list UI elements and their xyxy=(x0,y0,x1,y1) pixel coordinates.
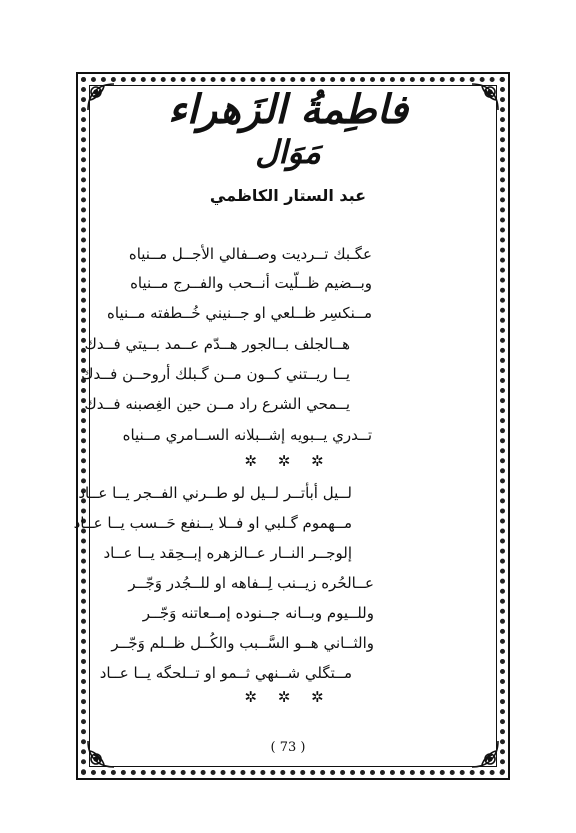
verse-line: مــنكسِر ظــلعي او جــنيني خُــطفته مــنياه xyxy=(107,304,372,322)
verse-line: وبــضيم ظــلّيت أنــحب والفــرج مــنياه xyxy=(130,274,372,292)
verse-line: تــدري يــبويه إشــبلانه الســامري مــنياه xyxy=(122,426,372,444)
verse-line: لــيل أبأتــر لــيل لو طــرني الفــجر يــا عــاد xyxy=(78,484,352,502)
verse-line: عــالحُره زيــنب لِــفاهه او للــجُدر وَجّــر xyxy=(128,574,374,592)
verse-line: مــهموم گـلبي او فــلا يــنفع حَــسب يــا عــاد xyxy=(73,514,352,532)
poem-author: عبد الستار الكاظمي xyxy=(209,186,367,205)
stanza-divider: ✲ ✲ ✲ xyxy=(244,452,332,470)
verse-line: هــالجلف بــالجور هــدّم عــمد بــيتي فــدك xyxy=(84,335,350,353)
verse-line: إلوجــر النــار عــالزهره إبــحِقد يــا عــاد xyxy=(103,544,352,562)
poem-title: فاطِمةُ الزَهراء xyxy=(167,86,409,133)
stanza-divider: ✲ ✲ ✲ xyxy=(244,688,332,706)
verse-line: وللــيوم وبــانه جــنوده إمــعاتنه وَجّــر xyxy=(142,604,374,622)
poem-subtitle: مَوَال xyxy=(255,133,321,171)
verse-line: مــتگلي شــنهي ثــمو او تــلحگه يــا عــاد xyxy=(99,664,352,682)
verse-line: والثــاني هــو السَّــبب والكُــل ظــلم وَجّــر xyxy=(111,634,374,652)
verse-line: عگـبك تــرديت وصــفالي الأجــل مــنياه xyxy=(128,245,372,263)
verse-line: يــمحي الشرع راد مــن حين الغِصبنه فــدك xyxy=(84,395,350,413)
verse-line: يــا ريــتني كــون مــن گـبلك أروحــن فــدك xyxy=(81,365,350,383)
page-number: ( 73 ) xyxy=(270,740,306,755)
